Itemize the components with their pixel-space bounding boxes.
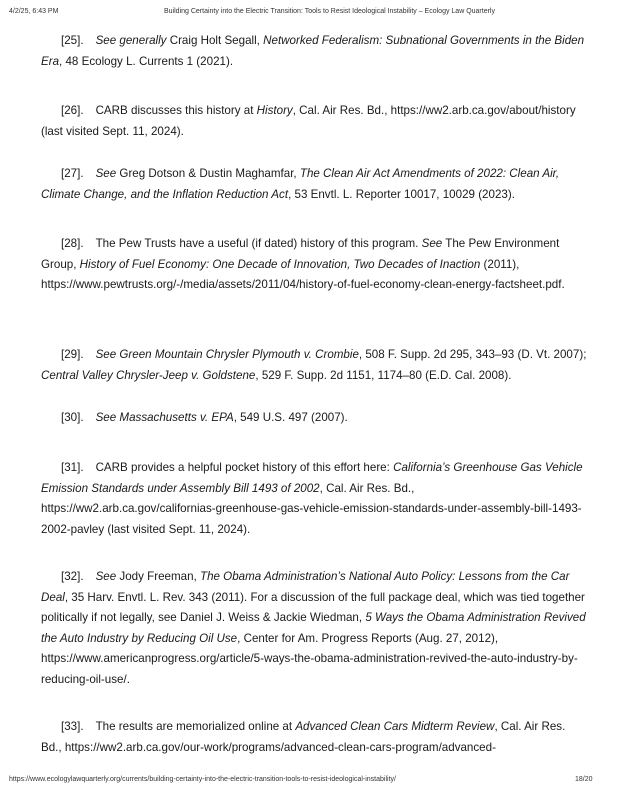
footnote-text: The results are memorialized online at — [95, 720, 296, 733]
citation-title: See — [95, 570, 117, 583]
footnote-text: Jody Freeman, — [116, 570, 200, 583]
footnote-text: , 35 Harv. Envtl. L. Rev. 343 (2011). For a discussion of the full package deal, which was tied together politically if not legally, see Daniel J. Weiss & Jackie Wiedman, — [41, 590, 585, 625]
footnote-number: [28]. — [61, 237, 84, 250]
print-datetime: 4/2/25, 6:43 PM — [9, 8, 59, 15]
footnote — [41, 234, 589, 296]
footnote-text: , 549 U.S. 497 (2007). — [233, 411, 348, 424]
citation-title: See generally — [95, 34, 167, 47]
footnote — [41, 101, 589, 142]
citation-title: See — [95, 167, 117, 180]
print-page-title: Building Certainty into the Electric Transition: Tools to Resist Ideological Instability – Ecology Law Quarterly — [164, 8, 495, 15]
footnote-number: [27]. — [61, 167, 84, 180]
footnote — [41, 31, 589, 72]
footnote-text: CARB provides a helpful pocket history of this effort here: — [95, 461, 394, 474]
footnote — [41, 567, 589, 691]
footnote-text: , Cal. Air Res. Bd., https://ww2.arb.ca.gov/our-work/programs/advanced-clean-cars-program/advanced- — [41, 720, 566, 754]
footnote-text: CARB discusses this history at — [95, 104, 257, 117]
footnote-number: [32]. — [61, 570, 84, 583]
footnote — [41, 458, 589, 540]
footnote — [41, 164, 589, 205]
footnote-text: The Pew Trusts have a useful (if dated) history of this program. — [95, 237, 422, 250]
citation-title: See — [421, 237, 443, 250]
footnote-text: , 53 Envtl. L. Reporter 10017, 10029 (2023). — [288, 187, 515, 201]
print-page-number: 18/20 — [575, 776, 593, 783]
footnote-number: [26]. — [61, 104, 84, 117]
footnote-text: , 529 F. Supp. 2d 1151, 1174–80 (E.D. Cal. 2008). — [255, 368, 512, 382]
footnote-text: (2011), https://www.pewtrusts.org/-/media/assets/2011/04/history-of-fuel-economy-clean-energy-factsheet.pdf. — [41, 257, 565, 292]
citation-title: See Green Mountain Chrysler Plymouth v. Crombie — [95, 348, 359, 361]
citation-title: Networked Federalism: Subnational Governments in the Biden Era — [41, 34, 585, 68]
footnote-text: , Cal. Air Res. Bd., https://ww2.arb.ca.gov/californias-greenhouse-gas-vehicle-emission-standards-under-assembly-bill-1493-2002-pavley (last visited Sept. 11, 2024). — [41, 481, 582, 536]
footnote-number: [25]. — [61, 34, 84, 47]
footnote-text: , 508 F. Supp. 2d 295, 343–93 (D. Vt. 2007); — [358, 348, 587, 361]
citation-title: Central Valley Chrysler-Jeep v. Goldstene — [41, 368, 256, 382]
citation-title: Advanced Clean Cars Midterm Review — [295, 720, 495, 733]
citation-title: 5 Ways the Obama Administration Revived the Auto Industry by Reducing Oil Use — [41, 611, 586, 645]
footnote-text: Craig Holt Segall, — [166, 34, 264, 47]
citation-title: The Obama Administration’s National Auto Policy: Lessons from the Car Deal — [41, 570, 570, 604]
citation-title: See Massachusetts v. EPA — [95, 411, 234, 424]
footnote-text: , 48 Ecology L. Currents 1 (2021). — [59, 54, 234, 68]
footnote-text: , Cal. Air Res. Bd., https://ww2.arb.ca.gov/about/history (last visited Sept. 11, 2024). — [41, 104, 576, 138]
footnote-number: [30]. — [61, 411, 84, 424]
footnote-number: [29]. — [61, 348, 84, 361]
footnote-text: Greg Dotson & Dustin Maghamfar, — [116, 167, 300, 180]
footnote-text: , Center for Am. Progress Reports (Aug. 27, 2012), https://www.americanprogress.org/article/5-ways-the-obama-administration-revived-the-auto-industry-by-reducing-oil-use/. — [41, 631, 578, 686]
citation-title: The Clean Air Act Amendments of 2022: Clean Air, Climate Change, and the Inflation Reduction Act — [41, 167, 560, 201]
footnote — [41, 408, 589, 429]
footnote — [41, 345, 589, 386]
print-url: https://www.ecologylawquarterly.org/currents/building-certainty-into-the-electric-transition-tools-to-resist-ideological-instability/ — [9, 776, 396, 783]
footnote-text: The Pew Environment Group, — [41, 237, 560, 271]
citation-title: History of Fuel Economy: One Decade of Innovation, Two Decades of Inaction — [79, 257, 481, 271]
footnote — [41, 717, 589, 758]
citation-title: California’s Greenhouse Gas Vehicle Emission Standards under Assembly Bill 1493 of 2002 — [41, 461, 583, 495]
footnote-number: [33]. — [61, 720, 84, 733]
citation-title: History — [256, 104, 293, 117]
footnote-number: [31]. — [61, 461, 84, 474]
